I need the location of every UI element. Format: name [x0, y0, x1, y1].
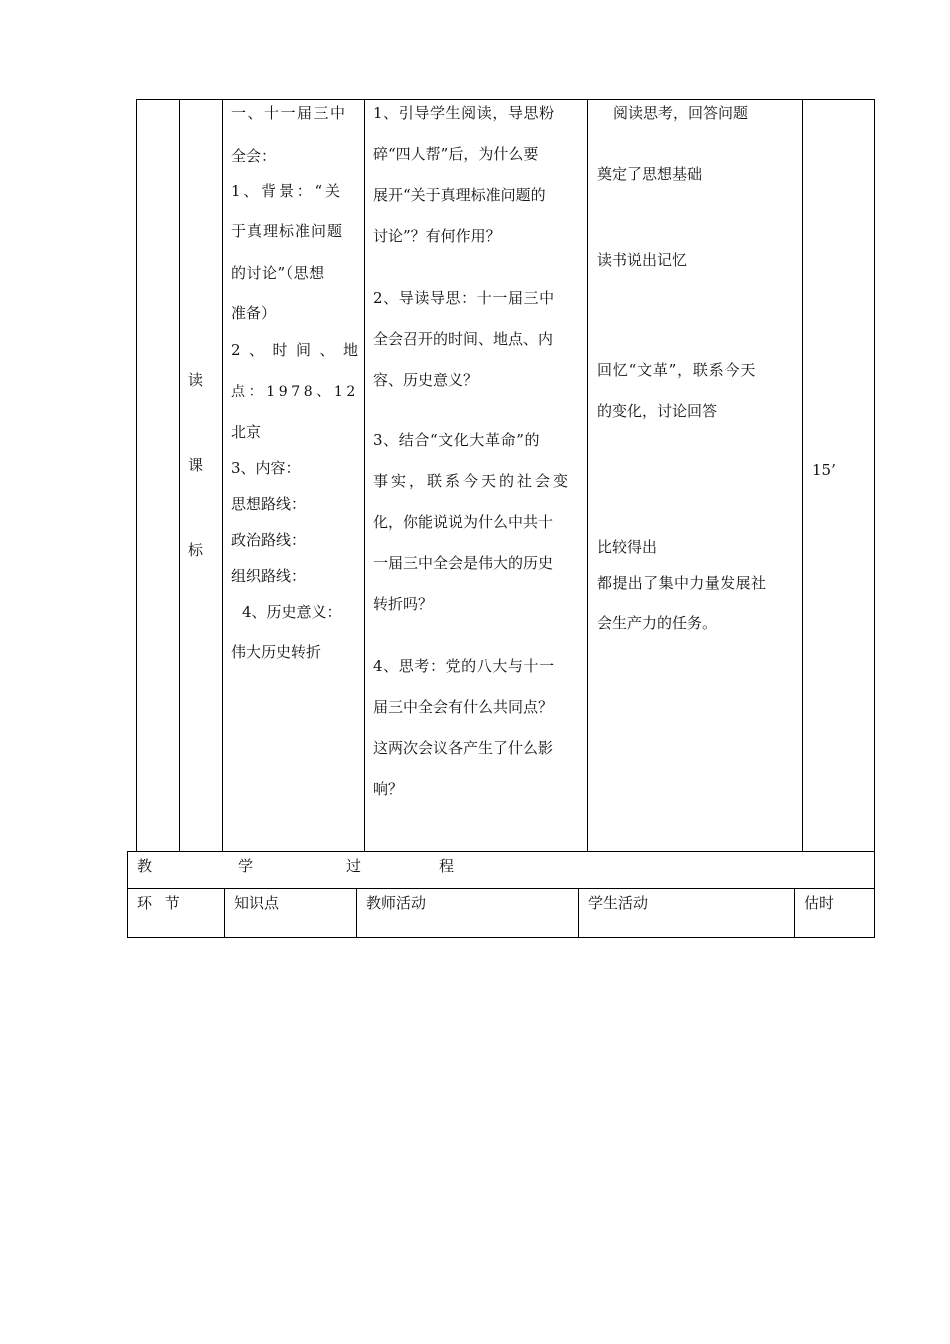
knowledge-heading-line-1: 一、十一届三中 — [231, 104, 347, 122]
section-char-3: 标 — [188, 541, 204, 559]
bottom-table-col-line-2 — [356, 888, 357, 938]
student-answer-5-line-1: 比较得出 — [597, 538, 658, 556]
top-table-col-line-5 — [587, 99, 588, 851]
teacher-q4-line-4: 响？ — [373, 780, 404, 798]
knowledge-significance-title: 4、历史意义： — [242, 603, 342, 621]
teacher-q4-line-2: 届三中全会有什么共同点？ — [373, 698, 554, 716]
top-table-col-line-6 — [802, 99, 803, 851]
bottom-table-divider — [127, 888, 875, 889]
process-title-char-2: 学 — [238, 857, 254, 875]
process-title-char-3: 过 — [346, 857, 362, 875]
knowledge-heading-line-2: 全会： — [231, 147, 277, 165]
top-table-border-top — [136, 99, 875, 100]
process-title-char-4: 程 — [439, 857, 455, 875]
bottom-table-border-top — [127, 851, 875, 852]
student-answer-2: 奠定了思想基础 — [597, 165, 703, 183]
teacher-q3-line-3: 化，你能说说为什么中共十 — [373, 513, 554, 531]
header-knowledge-point: 知识点 — [234, 894, 280, 912]
bottom-table-right-border — [874, 851, 875, 938]
teacher-q1-line-3: 展开“关于真理标准问题的 — [373, 186, 546, 204]
teacher-q3-line-2: 事实，联系今天的社会变 — [373, 472, 572, 490]
bottom-table-col-line-3 — [578, 888, 579, 938]
knowledge-background-line-2: 于真理标准问题 — [231, 222, 344, 240]
teacher-q3-line-1: 3、结合“文化大革命”的 — [373, 431, 541, 449]
top-table-col-line-4 — [364, 99, 365, 851]
teacher-q1-line-2: 碎“四人帮”后，为什么要 — [373, 145, 539, 163]
top-table-col-line-2 — [179, 99, 180, 851]
knowledge-content-item-1: 思想路线： — [231, 495, 307, 513]
top-table-col-line-1 — [136, 99, 137, 851]
knowledge-content-title: 3、内容： — [231, 459, 301, 477]
teacher-q1-line-1: 1、引导学生阅读，导思粉 — [373, 104, 555, 122]
section-char-1: 读 — [188, 371, 204, 389]
knowledge-time-place-line-3: 北京 — [231, 423, 262, 441]
teacher-q4-line-3: 这两次会议各产生了什么影 — [373, 739, 554, 757]
header-section: 环 节 — [137, 894, 184, 912]
bottom-table-left-border — [127, 851, 128, 938]
knowledge-content-item-3: 组织路线： — [231, 567, 307, 585]
process-title-char-1: 教 — [137, 857, 153, 875]
student-answer-1: 阅读思考，回答问题 — [613, 104, 749, 122]
teacher-q3-line-5: 转折吗？ — [373, 595, 434, 613]
teacher-q2-line-1: 2、导读导思：十一届三中 — [373, 289, 555, 307]
student-answer-5-line-3: 会生产力的任务。 — [597, 614, 718, 632]
knowledge-time-place-line-2: 点：1978、12 — [231, 384, 359, 400]
header-time-estimate: 估时 — [804, 894, 835, 912]
knowledge-significance-text: 伟大历史转折 — [231, 643, 322, 661]
knowledge-content-item-2: 政治路线： — [231, 531, 307, 549]
section-char-2: 课 — [188, 456, 204, 474]
knowledge-background-line-3: 的讨论”（思想 — [231, 264, 325, 282]
knowledge-background-line-4: 准备） — [231, 304, 277, 322]
teacher-q1-line-4: 讨论”？有何作用？ — [373, 227, 501, 245]
teacher-q2-line-2: 全会召开的时间、地点、内 — [373, 330, 554, 348]
bottom-table-col-line-4 — [794, 888, 795, 938]
knowledge-background-line-1: 1、背景：“关 — [231, 182, 343, 200]
top-table-col-line-3 — [222, 99, 223, 851]
knowledge-time-place-line-1: 2、时间、地 — [231, 341, 367, 359]
header-teacher-activity: 教师活动 — [366, 894, 427, 912]
student-answer-4-line-2: 的变化，讨论回答 — [597, 402, 718, 420]
student-answer-4-line-1: 回忆“文革”，联系今天 — [597, 361, 757, 379]
student-answer-3: 读书说出记忆 — [597, 251, 688, 269]
bottom-table-border-bottom — [127, 937, 875, 938]
time-estimate: 15’ — [812, 461, 836, 479]
top-table-col-line-7 — [874, 99, 875, 851]
bottom-table-col-line-1 — [224, 888, 225, 938]
teacher-q3-line-4: 一届三中全会是伟大的历史 — [373, 554, 554, 572]
header-student-activity: 学生活动 — [588, 894, 649, 912]
student-answer-5-line-2: 都提出了集中力量发展社 — [597, 574, 767, 592]
teacher-q2-line-3: 容、历史意义？ — [373, 371, 479, 389]
teacher-q4-line-1: 4、思考：党的八大与十一 — [373, 657, 555, 675]
